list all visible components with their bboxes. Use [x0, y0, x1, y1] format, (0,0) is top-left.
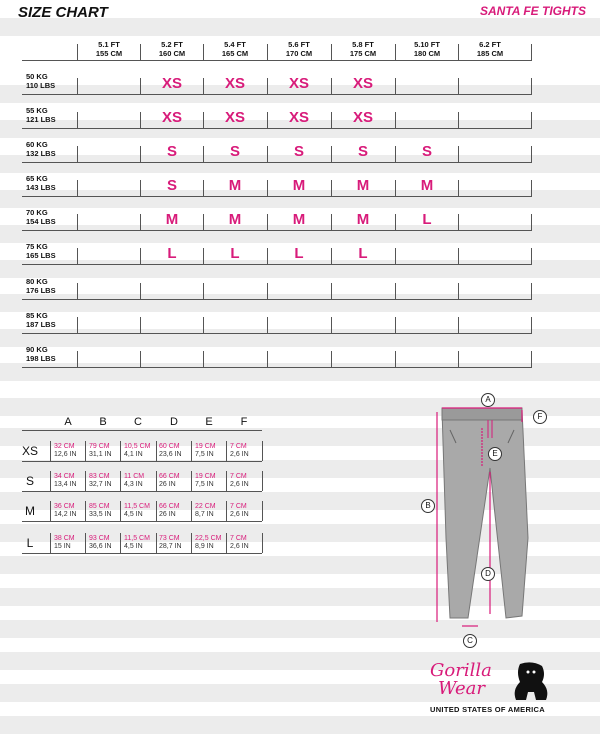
column-divider	[331, 283, 332, 299]
measure-in: 13,4 IN	[54, 481, 77, 488]
page-title: SIZE CHART	[18, 4, 108, 21]
row-rule	[22, 162, 532, 163]
column-divider	[77, 317, 78, 333]
measure-cm: 32 CM	[54, 443, 75, 450]
column-divider	[267, 351, 268, 367]
diagram-label-f: F	[533, 410, 547, 424]
row-label-lbs: 198 LBS	[26, 354, 56, 363]
measure-cm: 66 CM	[159, 503, 180, 510]
measure-divider	[191, 471, 192, 491]
column-divider	[395, 248, 396, 264]
measure-divider	[50, 533, 51, 553]
measure-divider	[120, 471, 121, 491]
row-label	[26, 311, 56, 329]
diagram-label-c: C	[463, 634, 477, 648]
measure-letter: B	[99, 416, 107, 428]
measure-cell	[159, 473, 193, 489]
size-cell: M	[165, 211, 179, 228]
measure-letter: A	[64, 416, 72, 428]
column-divider	[77, 44, 78, 60]
row-label-kg: 55 KG	[26, 106, 48, 115]
column-divider	[395, 283, 396, 299]
measure-divider	[120, 501, 121, 521]
measure-divider	[191, 441, 192, 461]
measure-in: 4,5 IN	[124, 543, 143, 550]
column-divider	[458, 351, 459, 367]
column-divider	[395, 78, 396, 94]
measure-divider	[226, 501, 227, 521]
measure-divider	[226, 441, 227, 461]
row-rule	[22, 367, 532, 368]
brand-subtitle: UNITED STATES OF AMERICA	[430, 705, 545, 714]
measure-divider	[191, 501, 192, 521]
measure-cm: 22,5 CM	[195, 535, 222, 542]
column-divider	[531, 146, 532, 162]
measure-divider	[156, 471, 157, 491]
row-label-kg: 50 KG	[26, 72, 48, 81]
column-divider	[140, 351, 141, 367]
measure-cm: 10,5 CM	[124, 443, 151, 450]
measure-divider	[226, 533, 227, 553]
size-cell: M	[292, 211, 306, 228]
column-divider	[203, 283, 204, 299]
measure-cm: 19 CM	[195, 473, 216, 480]
measure-cell	[230, 473, 264, 489]
row-label-lbs: 176 LBS	[26, 286, 56, 295]
column-header: 5.8 FT 175 CM	[349, 40, 377, 58]
measure-cm: 7 CM	[230, 535, 247, 542]
measure-divider	[262, 471, 263, 491]
measure-in: 7,5 IN	[195, 481, 214, 488]
column-divider	[531, 283, 532, 299]
measure-cell	[124, 473, 158, 489]
measure-cell	[124, 443, 158, 459]
size-cell: L	[294, 245, 304, 262]
size-cell: S	[166, 177, 177, 194]
size-cell: S	[166, 143, 177, 160]
size-cell: S	[357, 143, 368, 160]
measure-in: 26 IN	[159, 481, 176, 488]
measure-size-label: XS	[21, 444, 38, 458]
measure-in: 8,9 IN	[195, 543, 214, 550]
measure-cm: 11,5 CM	[124, 503, 150, 510]
column-header: 5.6 FT 170 CM	[285, 40, 313, 58]
tights-diagram	[410, 388, 560, 648]
measure-row-rule	[22, 521, 262, 522]
row-label	[26, 277, 56, 295]
measure-divider	[156, 501, 157, 521]
measure-divider	[50, 471, 51, 491]
column-divider	[77, 351, 78, 367]
row-rule	[22, 299, 532, 300]
row-label	[26, 208, 56, 226]
measure-in: 4,3 IN	[124, 481, 143, 488]
row-label-kg: 75 KG	[26, 242, 48, 251]
measure-divider	[262, 441, 263, 461]
column-header: 6.2 FT 185 CM	[476, 40, 504, 58]
size-cell: XS	[224, 75, 245, 92]
measure-letter: F	[240, 416, 248, 428]
measure-divider	[85, 471, 86, 491]
measure-letter: C	[134, 416, 142, 428]
measure-cm: 85 CM	[89, 503, 110, 510]
column-header: 5.4 FT 165 CM	[221, 40, 249, 58]
measure-divider	[85, 533, 86, 553]
column-divider	[395, 317, 396, 333]
size-cell: M	[228, 211, 242, 228]
measure-cm: 7 CM	[230, 443, 247, 450]
size-cell: L	[230, 245, 240, 262]
measure-cell	[89, 443, 123, 459]
size-cell: S	[229, 143, 240, 160]
measure-cm: 79 CM	[89, 443, 110, 450]
column-divider	[531, 112, 532, 128]
measure-cm: 36 CM	[54, 503, 75, 510]
measure-cell	[89, 503, 123, 519]
measure-header-rule	[22, 430, 262, 431]
size-cell: S	[421, 143, 432, 160]
measure-cm: 11,5 CM	[124, 535, 150, 542]
measure-divider	[85, 441, 86, 461]
column-divider	[395, 44, 396, 60]
measure-cell	[54, 473, 88, 489]
measure-divider	[156, 533, 157, 553]
measure-cell	[159, 443, 193, 459]
row-label-kg: 65 KG	[26, 174, 48, 183]
column-divider	[267, 44, 268, 60]
size-cell: M	[292, 177, 306, 194]
diagram-label-d: D	[481, 567, 495, 581]
column-header: 5.2 FT 160 CM	[158, 40, 186, 58]
row-label-kg: 85 KG	[26, 311, 48, 320]
measure-cell	[124, 503, 158, 519]
row-rule	[22, 94, 532, 95]
measure-divider	[85, 501, 86, 521]
column-header: 5.1 FT 155 CM	[95, 40, 123, 58]
column-divider	[140, 317, 141, 333]
measure-divider	[50, 501, 51, 521]
measure-cm: 83 CM	[89, 473, 110, 480]
size-cell: L	[422, 211, 432, 228]
row-label-lbs: 154 LBS	[26, 217, 56, 226]
size-cell: M	[356, 177, 370, 194]
size-cell: M	[356, 211, 370, 228]
measure-cm: 73 CM	[159, 535, 180, 542]
row-label-lbs: 187 LBS	[26, 320, 56, 329]
measure-in: 32,7 IN	[89, 481, 112, 488]
measure-divider	[156, 441, 157, 461]
measure-cm: 11 CM	[124, 473, 145, 480]
column-divider	[531, 248, 532, 264]
column-divider	[140, 283, 141, 299]
measure-size-label: L	[26, 536, 34, 550]
measure-row-rule	[22, 553, 262, 554]
column-divider	[77, 180, 78, 196]
measure-cm: 19 CM	[195, 443, 216, 450]
measure-divider	[262, 533, 263, 553]
measure-in: 14,2 IN	[54, 511, 77, 518]
column-divider	[77, 146, 78, 162]
product-title: SANTA FE TIGHTS	[480, 4, 586, 18]
row-label-kg: 60 KG	[26, 140, 48, 149]
measure-cell	[159, 535, 193, 551]
column-divider	[140, 44, 141, 60]
column-divider	[267, 317, 268, 333]
column-divider	[458, 248, 459, 264]
measure-divider	[120, 441, 121, 461]
measure-letter: E	[205, 416, 213, 428]
measure-size-label: S	[25, 474, 34, 488]
column-divider	[458, 78, 459, 94]
column-divider	[458, 112, 459, 128]
measure-in: 15 IN	[54, 543, 71, 550]
row-label	[26, 140, 56, 158]
measure-cell	[54, 535, 88, 551]
measure-divider	[120, 533, 121, 553]
measure-in: 36,6 IN	[89, 543, 112, 550]
diagram-label-e: E	[488, 447, 502, 461]
measure-cell	[195, 503, 229, 519]
column-divider	[531, 78, 532, 94]
measure-row-rule	[22, 491, 262, 492]
column-divider	[77, 214, 78, 230]
size-cell: XS	[352, 75, 373, 92]
row-label-lbs: 143 LBS	[26, 183, 56, 192]
measure-divider	[226, 471, 227, 491]
measure-cell	[230, 443, 264, 459]
brand-name-line2: Wear	[438, 678, 486, 699]
measure-cell	[230, 503, 264, 519]
column-divider	[395, 351, 396, 367]
column-divider	[77, 78, 78, 94]
column-divider	[531, 180, 532, 196]
size-cell: XS	[288, 75, 309, 92]
header-rule	[22, 60, 532, 61]
row-rule	[22, 333, 532, 334]
measure-cell	[195, 473, 229, 489]
column-divider	[77, 283, 78, 299]
size-cell: XS	[161, 109, 182, 126]
measure-in: 2,6 IN	[230, 481, 249, 488]
row-rule	[22, 230, 532, 231]
row-label-lbs: 132 LBS	[26, 149, 56, 158]
measure-cm: 7 CM	[230, 473, 247, 480]
column-divider	[531, 351, 532, 367]
column-divider	[531, 214, 532, 230]
measure-cell	[124, 535, 158, 551]
measure-in: 4,5 IN	[124, 511, 143, 518]
measure-in: 28,7 IN	[159, 543, 182, 550]
measure-in: 23,6 IN	[159, 451, 182, 458]
row-label	[26, 345, 56, 363]
size-cell: XS	[352, 109, 373, 126]
gorilla-icon	[510, 660, 552, 702]
measure-size-label: M	[25, 504, 35, 518]
measure-cm: 22 CM	[195, 503, 216, 510]
measure-cell	[230, 535, 264, 551]
measure-in: 2,6 IN	[230, 451, 249, 458]
brand-name-line1: Gorilla	[430, 660, 492, 681]
diagram-label-b: B	[421, 499, 435, 513]
size-cell: XS	[224, 109, 245, 126]
size-cell: S	[293, 143, 304, 160]
column-divider	[331, 351, 332, 367]
row-label	[26, 72, 55, 90]
size-cell: L	[167, 245, 177, 262]
row-rule	[22, 128, 532, 129]
column-divider	[331, 317, 332, 333]
column-divider	[267, 283, 268, 299]
measure-in: 8,7 IN	[195, 511, 214, 518]
measure-in: 2,6 IN	[230, 543, 249, 550]
measure-in: 4,1 IN	[124, 451, 143, 458]
measure-divider	[191, 533, 192, 553]
row-label-lbs: 121 LBS	[26, 115, 56, 124]
measure-row-rule	[22, 461, 262, 462]
column-divider	[77, 248, 78, 264]
column-divider	[531, 44, 532, 60]
column-divider	[203, 44, 204, 60]
column-divider	[458, 44, 459, 60]
brand-logo-text	[430, 662, 492, 698]
row-label	[26, 174, 56, 192]
measure-divider	[262, 501, 263, 521]
waistband	[442, 408, 522, 420]
row-label-lbs: 165 LBS	[26, 251, 56, 260]
row-label-lbs: 110 LBS	[26, 81, 56, 90]
row-rule	[22, 264, 532, 265]
diagram-label-a: A	[481, 393, 495, 407]
column-divider	[331, 44, 332, 60]
measure-cm: 34 CM	[54, 473, 75, 480]
row-label-kg: 80 KG	[26, 277, 48, 286]
measure-in: 7,5 IN	[195, 451, 214, 458]
measure-cell	[195, 535, 229, 551]
column-divider	[458, 317, 459, 333]
column-divider	[203, 351, 204, 367]
measure-in: 2,6 IN	[230, 511, 249, 518]
measure-cm: 93 CM	[89, 535, 110, 542]
measure-letter: D	[170, 416, 178, 428]
size-cell: M	[420, 177, 434, 194]
column-divider	[395, 112, 396, 128]
measure-in: 12,6 IN	[54, 451, 77, 458]
measure-cell	[89, 473, 123, 489]
row-rule	[22, 196, 532, 197]
measure-divider	[50, 441, 51, 461]
measure-cell	[195, 443, 229, 459]
measure-cm: 66 CM	[159, 473, 180, 480]
row-label	[26, 106, 56, 124]
measure-cm: 60 CM	[159, 443, 180, 450]
measure-cell	[159, 503, 193, 519]
row-label-kg: 90 KG	[26, 345, 48, 354]
size-cell: XS	[161, 75, 182, 92]
measure-in: 31,1 IN	[89, 451, 112, 458]
column-divider	[203, 317, 204, 333]
measure-cell	[89, 535, 123, 551]
size-cell: M	[228, 177, 242, 194]
size-cell: XS	[288, 109, 309, 126]
size-cell: L	[358, 245, 368, 262]
measure-in: 26 IN	[159, 511, 176, 518]
row-label-kg: 70 KG	[26, 208, 48, 217]
column-divider	[531, 317, 532, 333]
column-header: 5.10 FT 180 CM	[413, 40, 441, 58]
measure-cm: 38 CM	[54, 535, 75, 542]
column-divider	[458, 283, 459, 299]
measure-cell	[54, 443, 88, 459]
row-label	[26, 242, 56, 260]
column-divider	[77, 112, 78, 128]
measure-cell	[54, 503, 88, 519]
measure-in: 33,5 IN	[89, 511, 112, 518]
measure-cm: 7 CM	[230, 503, 247, 510]
